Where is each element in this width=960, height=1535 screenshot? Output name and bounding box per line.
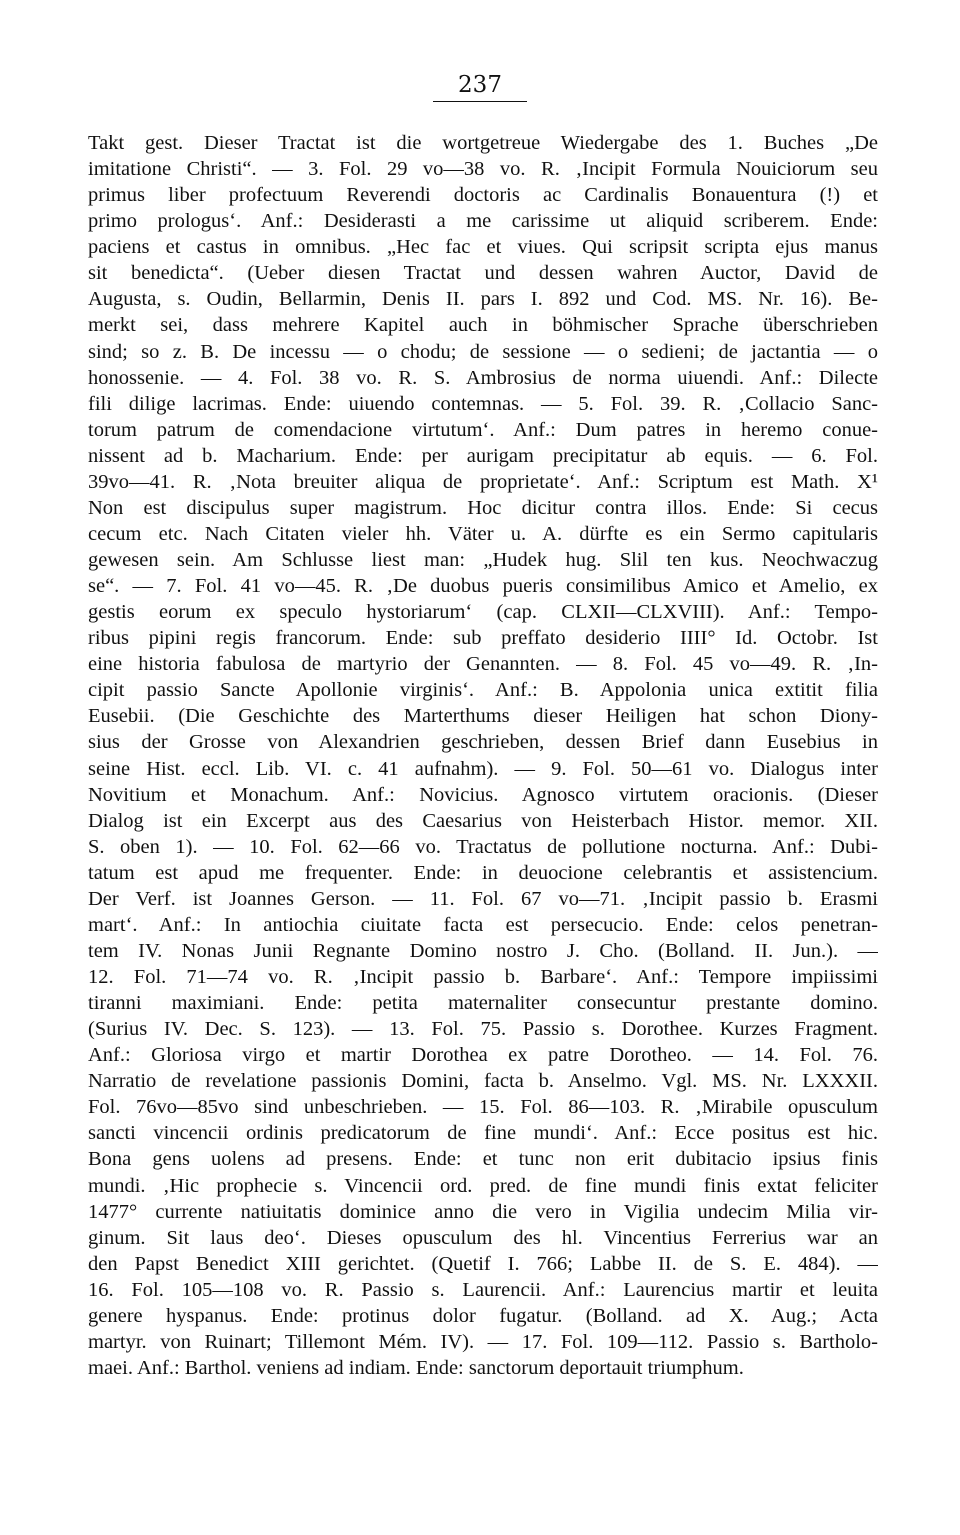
text-line: Non est discipulus super magistrum. Hoc dicitur contra illos. Ende: Si cecus [88, 496, 878, 519]
text-line: torum patrum de comendacione virtutum‘. Anf.: Dum patres in heremo conue- [88, 418, 878, 441]
text-line: Der Verf. ist Joannes Gerson. — 11. Fol. 67 vo—71. ‚Incipit passio b. Erasmi [88, 887, 878, 910]
text-line: primo prologus‘. Anf.: Desiderasti a me carissime ut aliquid scriberem. Ende: [88, 210, 878, 233]
text-line: gewesen sein. Am Schlusse liest man: „Hudek hug. Slil ten kus. Neochwaczug [88, 549, 878, 571]
page-number: 237 [458, 72, 502, 98]
text-line: ginum. Sit laus deo‘. Dieses opusculum des hl. Vincentius Ferrerius war an [88, 1226, 878, 1249]
text-line: imitatione Christi“. — 3. Fol. 29 vo—38 vo. R. ‚Incipit Formula Nouiciorum seu [88, 158, 878, 181]
text-line: primus liber profectuum Reverendi doctoris ac Cardinalis Bonauentura (!) et [88, 184, 878, 207]
text-line: se“. — 7. Fol. 41 vo—45. R. ‚De duobus pueris consimilibus Amico et Amelio, ex [88, 575, 878, 598]
text-line: (Surius IV. Dec. S. 123). — 13. Fol. 75. Passio s. Dorothee. Kurzes Fragment. [88, 1018, 878, 1041]
text-line: S. oben 1). — 10. Fol. 62—66 vo. Tractatus de pollutione nocturna. Anf.: Dubi- [88, 835, 878, 858]
text-line: nissent ad b. Macharium. Ende: per aurigam precipitatur ab equis. — 6. Fol. [88, 444, 878, 467]
text-line: merkt sei, dass mehrere Kapitel auch in böhmischer Sprache überschrieben [88, 314, 878, 337]
text-line: Eusebii. (Die Geschichte des Marterthums dieser Heiligen hat schon Diony- [88, 705, 878, 728]
text-line: Anf.: Gloriosa virgo et martir Dorothea ex patre Dorotheo. — 14. Fol. 76. [88, 1044, 878, 1067]
page-number-rule [433, 101, 527, 102]
text-line: seine Hist. eccl. Lib. VI. c. 41 aufnahm). — 9. Fol. 50—61 vo. Dialogus inter [88, 757, 878, 780]
text-line: genere hyspanus. Ende: protinus dolor fugatur. (Bolland. ad X. Aug.; Acta [88, 1304, 878, 1327]
text-line: Narratio de revelatione passionis Domini, facta b. Anselmo. Vgl. MS. Nr. LXXXII. [88, 1070, 878, 1093]
text-line: sancti vincencii ordinis predicatorum de fine mundi‘. Anf.: Ecce positus est hic. [88, 1122, 878, 1145]
text-line: maei. Anf.: Barthol. veniens ad indiam. Ende: sanctorum deportauit triumphum. [88, 1356, 744, 1379]
text-line: Augusta, s. Oudin, Bellarmin, Denis II. pars I. 892 und Cod. MS. Nr. 16). Be- [88, 288, 878, 311]
text-line: Dialog ist ein Excerpt aus des Caesarius von Heisterbach Histor. memor. XII. [88, 809, 878, 832]
text-line: tem IV. Nonas Junii Regnante Domino nostro J. Cho. (Bolland. II. Jun.). — [88, 939, 878, 962]
text-line: 1477° currente natiuitatis dominice anno die vero in Vigilia undecim Milia vir- [88, 1200, 878, 1223]
text-line: mundi. ‚Hic prophecie s. Vincencii ord. pred. de fine mundi finis extat feliciter [88, 1174, 878, 1197]
text-line: martyr. von Ruinart; Tillemont Mém. IV). — 17. Fol. 109—112. Passio s. Bartholo- [88, 1330, 878, 1353]
text-line: Bona gens uolens ad presens. Ende: et tunc non erit dubitacio ipsius finis [88, 1148, 878, 1171]
text-line: ribus pipini regis francorum. Ende: sub preffato desiderio IIII° Id. Octobr. Ist [88, 627, 878, 650]
body-text [88, 130, 878, 1381]
text-line: honossenie. — 4. Fol. 38 vo. R. S. Ambrosius de norma uiuendi. Anf.: Dilecte [88, 366, 878, 389]
text-line: fili dilige lacrimas. Ende: uiuendo contemnas. — 5. Fol. 39. R. ‚Collacio Sanc- [88, 392, 878, 415]
text-line: cipit passio Sancte Apollonie virginis‘. Anf.: B. Appolonia unica extitit filia [88, 679, 878, 702]
text-line: sit benedicta“. (Ueber diesen Tractat und dessen wahren Auctor, David de [88, 262, 878, 285]
text-line: gestis eorum ex speculo hystoriarum‘ (cap. CLXII—CLXVIII). Anf.: Tempo- [88, 601, 878, 624]
text-line: 39vo—41. R. ‚Nota breuiter aliqua de proprietate‘. Anf.: Scriptum est Math. X¹ [88, 470, 878, 493]
text-line: Fol. 76vo—85vo sind unbeschrieben. — 15. Fol. 86—103. R. ‚Mirabile opusculum [88, 1096, 878, 1119]
text-line: tiranni maximiani. Ende: petita maternaliter consecuntur prestante domino. [88, 992, 878, 1015]
text-line: paciens et castus in omnibus. „Hec fac et viues. Qui scripsit scripta ejus manus [88, 236, 878, 259]
text-line: Takt gest. Dieser Tractat ist die wortgetreue Wiedergabe des 1. Buches „De [88, 132, 878, 154]
text-line: den Papst Benedict XIII gerichtet. (Quetif I. 766; Labbe II. de S. E. 484). — [88, 1252, 878, 1275]
text-line: Novitium et Monachum. Anf.: Novicius. Agnosco virtutem oracionis. (Dieser [88, 783, 878, 806]
text-line: 12. Fol. 71—74 vo. R. ‚Incipit passio b. Barbare‘. Anf.: Tempore impiissimi [88, 966, 878, 988]
text-line: tatum est apud me frequenter. Ende: in deuocione celebrantis et assistencium. [88, 861, 878, 884]
text-line: eine historia fabulosa de martyrio der Genannten. — 8. Fol. 45 vo—49. R. ‚In- [88, 653, 878, 676]
text-line: cecum etc. Nach Citaten vieler hh. Väter u. A. dürfte es ein Sermo capitularis [88, 522, 878, 545]
text-line: mart‘. Anf.: In antiochia ciuitate facta est persecucio. Ende: celos penetran- [88, 913, 878, 936]
text-line: sius der Grosse von Alexandrien geschrieben, dessen Brief dann Eusebius in [88, 731, 878, 754]
text-line: sind; so z. B. De incessu — o chodu; de sessione — o sedieni; de jactantia — o [88, 340, 878, 363]
text-line: 16. Fol. 105—108 vo. R. Passio s. Laurencii. Anf.: Laurencius martir et leuita [88, 1278, 878, 1301]
